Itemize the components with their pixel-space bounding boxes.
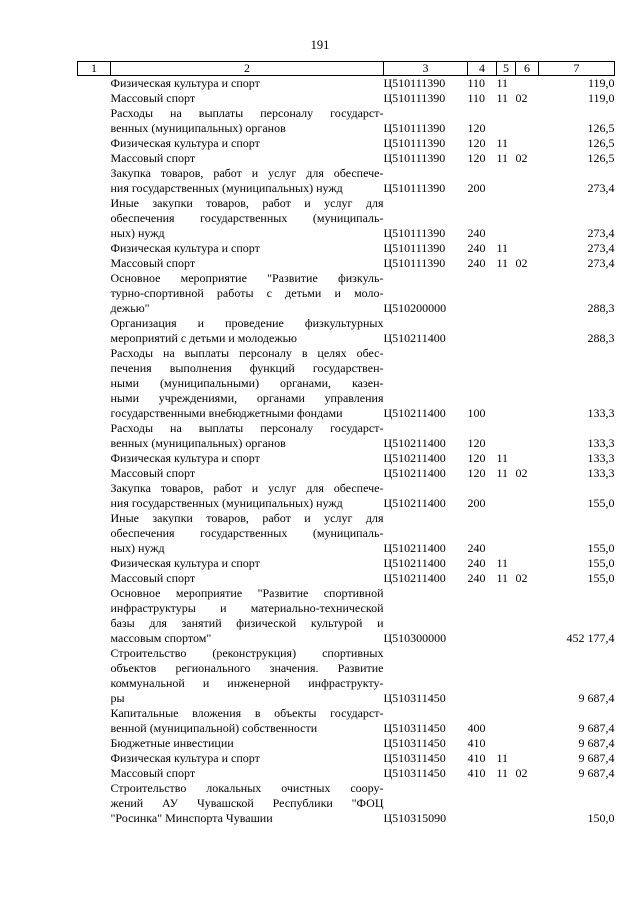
row-number-cell <box>78 106 111 136</box>
row-number-cell <box>78 751 111 766</box>
section-cell <box>497 166 516 196</box>
table-row <box>78 586 615 646</box>
column-header: 6 <box>516 62 539 76</box>
item-name-line: Расходы на выплаты персоналу государст- <box>110 106 384 120</box>
amount-cell: 273,4 <box>587 226 615 240</box>
target-article-cell: Ц510111390 <box>383 151 446 165</box>
subsection-cell: 02 <box>515 91 528 105</box>
target-article-cell: Ц510111390 <box>383 136 446 150</box>
table-row <box>78 571 615 586</box>
item-name-line: Иные закупки товаров, работ и услуг для <box>110 196 384 210</box>
item-name-line: турно-спортивной работы с детьми и моло- <box>110 286 384 300</box>
expense-type-cell <box>468 316 497 346</box>
subsection-cell <box>516 346 539 421</box>
item-name-line: коммунальной и инженерной инфраструкту- <box>110 676 384 690</box>
expense-type-cell <box>468 781 497 826</box>
subsection-cell: 02 <box>515 766 528 780</box>
section-cell <box>497 316 516 346</box>
section-cell: 11 <box>496 151 509 165</box>
subsection-cell <box>516 556 539 571</box>
row-number-cell <box>78 451 111 466</box>
target-article-cell: Ц510111390 <box>383 256 446 270</box>
item-name-line: Массовый спорт <box>110 256 196 270</box>
section-cell <box>497 586 516 646</box>
row-number-cell <box>78 511 111 556</box>
item-name-line: Физическая культура и спорт <box>110 556 260 570</box>
section-cell: 11 <box>496 256 509 270</box>
section-cell <box>497 271 516 316</box>
subsection-cell <box>516 586 539 646</box>
table-row <box>78 106 615 136</box>
row-number-cell <box>78 421 111 451</box>
item-name-cell <box>111 451 384 466</box>
table-row <box>78 451 615 466</box>
item-name-line: жений АУ Чувашской Республики "ФОЦ <box>110 796 384 810</box>
expense-type-cell: 410 <box>467 751 486 765</box>
target-article-cell: Ц510315090 <box>383 811 447 825</box>
target-article-cell: Ц510111390 <box>383 76 446 90</box>
target-article-cell: Ц510300000 <box>383 631 447 645</box>
item-name-cell <box>111 241 384 256</box>
table-row <box>78 76 615 92</box>
target-article-cell: Ц510311450 <box>383 721 446 735</box>
section-cell: 11 <box>496 241 509 255</box>
item-name-line: обеспечения государственных (муниципаль- <box>110 211 384 225</box>
target-article-cell: Ц510111390 <box>383 121 446 135</box>
amount-cell: 273,4 <box>587 256 615 270</box>
item-name-line: массовым спортом" <box>110 631 212 645</box>
subsection-cell: 02 <box>515 151 528 165</box>
expense-type-cell: 200 <box>467 496 486 510</box>
target-article-cell: Ц510211400 <box>383 451 446 465</box>
amount-cell: 452 177,4 <box>566 631 615 645</box>
item-name-line: ных) нужд <box>110 226 165 240</box>
amount-cell: 133,3 <box>587 406 615 420</box>
table-row <box>78 346 615 421</box>
item-name-cell <box>111 136 384 151</box>
target-article-cell: Ц510311450 <box>383 766 446 780</box>
item-name-cell <box>111 781 384 826</box>
item-name-line: Строительство локальных очистных соору- <box>110 781 384 795</box>
item-name-cell <box>111 466 384 481</box>
item-name-line: обеспечения государственных (муниципаль- <box>110 526 384 540</box>
row-number-cell <box>78 781 111 826</box>
row-number-cell <box>78 151 111 166</box>
amount-cell: 273,4 <box>587 181 615 195</box>
table-row <box>78 151 615 166</box>
item-name-line: Капитальные вложения в объекты государст- <box>110 706 384 720</box>
item-name-line: ния государственных (муниципальных) нужд <box>110 496 343 510</box>
table-row <box>78 196 615 241</box>
amount-cell: 155,0 <box>587 556 615 570</box>
target-article-cell: Ц510211400 <box>383 436 446 450</box>
subsection-cell <box>516 481 539 511</box>
expense-type-cell: 240 <box>467 571 486 585</box>
table-row <box>78 271 615 316</box>
amount-cell: 9 687,4 <box>578 751 615 765</box>
expense-type-cell: 120 <box>467 451 486 465</box>
section-cell: 11 <box>496 76 509 90</box>
subsection-cell <box>516 136 539 151</box>
section-cell: 11 <box>496 91 509 105</box>
target-article-cell: Ц510111390 <box>383 91 446 105</box>
amount-cell: 133,3 <box>587 451 615 465</box>
row-number-cell <box>78 571 111 586</box>
column-header: 7 <box>539 62 615 76</box>
item-name-line: Закупка товаров, работ и услуг для обеспече- <box>110 166 384 180</box>
expense-type-cell: 200 <box>467 181 486 195</box>
item-name-cell <box>111 271 384 316</box>
item-name-cell <box>111 646 384 706</box>
item-name-line: Основное мероприятие "Развитие физкуль- <box>110 271 384 285</box>
amount-cell: 126,5 <box>587 151 615 165</box>
target-article-cell: Ц510211400 <box>383 541 446 555</box>
row-number-cell <box>78 736 111 751</box>
target-article-cell: Ц510211400 <box>383 466 446 480</box>
table-row <box>78 316 615 346</box>
expense-type-cell <box>468 271 497 316</box>
target-article-cell: Ц510111390 <box>383 181 446 195</box>
item-name-line: ния государственных (муниципальных) нужд <box>110 181 343 195</box>
expense-type-cell: 240 <box>467 256 486 270</box>
section-cell <box>497 196 516 241</box>
section-cell: 11 <box>496 751 509 765</box>
row-number-cell <box>78 556 111 571</box>
expense-type-cell: 120 <box>467 466 486 480</box>
row-number-cell <box>78 136 111 151</box>
amount-cell: 9 687,4 <box>578 766 615 780</box>
table-row <box>78 136 615 151</box>
target-article-cell: Ц510211400 <box>383 556 446 570</box>
section-cell <box>497 706 516 736</box>
amount-cell: 155,0 <box>587 541 615 555</box>
item-name-cell <box>111 421 384 451</box>
section-cell <box>497 421 516 451</box>
table-row <box>78 766 615 781</box>
expense-type-cell: 110 <box>467 76 486 90</box>
item-name-cell <box>111 556 384 571</box>
amount-cell: 9 687,4 <box>578 691 615 705</box>
section-cell <box>497 736 516 751</box>
item-name-cell <box>111 91 384 106</box>
item-name-line: инфраструктуры и материально-технической <box>110 601 384 615</box>
expense-type-cell: 120 <box>467 151 486 165</box>
item-name-line: объектов регионального значения. Развитие <box>110 661 384 675</box>
subsection-cell <box>516 751 539 766</box>
item-name-cell <box>111 151 384 166</box>
table-header-row <box>78 62 615 76</box>
subsection-cell <box>516 316 539 346</box>
amount-cell: 119,0 <box>587 91 615 105</box>
table-row <box>78 781 615 826</box>
row-number-cell <box>78 646 111 706</box>
amount-cell: 288,3 <box>587 301 615 315</box>
section-cell: 11 <box>496 451 509 465</box>
expense-type-cell: 400 <box>467 721 486 735</box>
item-name-line: Физическая культура и спорт <box>110 76 260 90</box>
section-cell: 11 <box>496 556 509 570</box>
item-name-line: венных (муниципальных) органов <box>110 436 286 450</box>
budget-table <box>77 61 615 826</box>
item-name-line: Массовый спорт <box>110 466 196 480</box>
section-cell <box>497 511 516 556</box>
item-name-line: "Росинка" Минспорта Чувашии <box>110 811 273 825</box>
table-row <box>78 256 615 271</box>
item-name-cell <box>111 571 384 586</box>
item-name-cell <box>111 481 384 511</box>
column-header: 3 <box>384 62 468 76</box>
subsection-cell <box>516 781 539 826</box>
item-name-line: Организация и проведение физкультурных <box>110 316 384 330</box>
row-number-cell <box>78 466 111 481</box>
amount-cell: 119,0 <box>587 76 615 90</box>
item-name-line: мероприятий с детьми и молодежью <box>110 331 298 345</box>
item-name-line: Физическая культура и спорт <box>110 451 260 465</box>
target-article-cell: Ц510211400 <box>383 496 446 510</box>
subsection-cell <box>516 271 539 316</box>
amount-cell: 155,0 <box>587 496 615 510</box>
subsection-cell <box>516 706 539 736</box>
table-row <box>78 91 615 106</box>
item-name-cell <box>111 751 384 766</box>
table-row <box>78 241 615 256</box>
item-name-cell <box>111 76 384 92</box>
row-number-cell <box>78 196 111 241</box>
amount-cell: 9 687,4 <box>578 721 615 735</box>
expense-type-cell <box>468 646 497 706</box>
item-name-cell <box>111 586 384 646</box>
item-name-line: Закупка товаров, работ и услуг для обеспече- <box>110 481 384 495</box>
table-row <box>78 556 615 571</box>
amount-cell: 273,4 <box>587 241 615 255</box>
expense-type-cell: 240 <box>467 541 486 555</box>
row-number-cell <box>78 316 111 346</box>
item-name-line: государственными внебюджетными фондами <box>110 406 343 420</box>
table-row <box>78 166 615 196</box>
item-name-line: ными (муниципальными) органами, казен- <box>110 376 384 390</box>
subsection-cell <box>516 196 539 241</box>
target-article-cell: Ц510211400 <box>383 571 446 585</box>
section-cell <box>497 346 516 421</box>
table-row <box>78 736 615 751</box>
table-row <box>78 706 615 736</box>
amount-cell: 288,3 <box>587 331 615 345</box>
item-name-cell <box>111 706 384 736</box>
subsection-cell <box>516 646 539 706</box>
item-name-line: Расходы на выплаты персоналу в целях обес- <box>110 346 384 360</box>
column-header: 1 <box>78 62 111 76</box>
row-number-cell <box>78 346 111 421</box>
section-cell: 11 <box>496 766 509 780</box>
item-name-line: венной (муниципальной) собственности <box>110 721 318 735</box>
subsection-cell: 02 <box>515 256 528 270</box>
item-name-line: Бюджетные инвестиции <box>110 736 234 750</box>
target-article-cell: Ц510111390 <box>383 226 446 240</box>
section-cell <box>497 481 516 511</box>
item-name-line: Массовый спорт <box>110 91 196 105</box>
item-name-cell <box>111 166 384 196</box>
column-header: 2 <box>111 62 384 76</box>
item-name-line: Массовый спорт <box>110 571 196 585</box>
item-name-cell <box>111 106 384 136</box>
item-name-line: ных) нужд <box>110 541 165 555</box>
column-header: 5 <box>497 62 516 76</box>
expense-type-cell: 110 <box>467 91 486 105</box>
page-number: 191 <box>310 38 330 52</box>
expense-type-cell: 120 <box>467 436 486 450</box>
section-cell: 11 <box>496 466 509 480</box>
subsection-cell: 02 <box>515 571 528 585</box>
amount-cell: 150,0 <box>587 811 615 825</box>
expense-type-cell: 100 <box>467 406 486 420</box>
row-number-cell <box>78 166 111 196</box>
item-name-cell <box>111 511 384 556</box>
section-cell <box>497 646 516 706</box>
subsection-cell <box>516 241 539 256</box>
subsection-cell <box>516 511 539 556</box>
section-cell <box>497 781 516 826</box>
row-number-cell <box>78 706 111 736</box>
row-number-cell <box>78 91 111 106</box>
table-row <box>78 751 615 766</box>
subsection-cell <box>516 451 539 466</box>
item-name-line: венных (муниципальных) органов <box>110 121 286 135</box>
table-row <box>78 646 615 706</box>
amount-cell: 126,5 <box>587 136 615 150</box>
item-name-line: базы для занятий физической культурой и <box>110 616 384 630</box>
target-article-cell: Ц510211400 <box>383 331 446 345</box>
item-name-cell <box>111 346 384 421</box>
item-name-line: Иные закупки товаров, работ и услуг для <box>110 511 384 525</box>
target-article-cell: Ц510111390 <box>383 241 446 255</box>
row-number-cell <box>78 586 111 646</box>
target-article-cell: Ц510200000 <box>383 301 447 315</box>
row-number-cell <box>78 766 111 781</box>
subsection-cell <box>516 76 539 92</box>
row-number-cell <box>78 271 111 316</box>
item-name-line: Массовый спорт <box>110 766 196 780</box>
section-cell: 11 <box>496 571 509 585</box>
table-row <box>78 511 615 556</box>
expense-type-cell: 240 <box>467 556 486 570</box>
expense-type-cell <box>468 586 497 646</box>
item-name-cell <box>111 766 384 781</box>
target-article-cell: Ц510311450 <box>383 736 446 750</box>
item-name-cell <box>111 256 384 271</box>
item-name-line: Физическая культура и спорт <box>110 136 260 150</box>
target-article-cell: Ц510311450 <box>383 691 446 705</box>
item-name-line: Расходы на выплаты персоналу государст- <box>110 421 384 435</box>
expense-type-cell: 410 <box>467 736 486 750</box>
expense-type-cell: 120 <box>467 121 486 135</box>
table-row <box>78 421 615 451</box>
item-name-line: ными учреждениями, органами управления <box>110 391 384 405</box>
subsection-cell <box>516 166 539 196</box>
item-name-line: Массовый спорт <box>110 151 196 165</box>
row-number-cell <box>78 76 111 92</box>
subsection-cell: 02 <box>515 466 528 480</box>
expense-type-cell: 410 <box>467 766 486 780</box>
item-name-cell <box>111 316 384 346</box>
item-name-line: Строительство (реконструкция) спортивных <box>110 646 384 660</box>
table-body <box>78 76 615 827</box>
subsection-cell <box>516 106 539 136</box>
subsection-cell <box>516 421 539 451</box>
table-row <box>78 466 615 481</box>
amount-cell: 9 687,4 <box>578 736 615 750</box>
item-name-line: печения выполнения функций государствен- <box>110 361 384 375</box>
column-header: 4 <box>468 62 497 76</box>
amount-cell: 133,3 <box>587 466 615 480</box>
row-number-cell <box>78 481 111 511</box>
subsection-cell <box>516 736 539 751</box>
row-number-cell <box>78 241 111 256</box>
item-name-cell <box>111 196 384 241</box>
table-row <box>78 481 615 511</box>
item-name-line: Физическая культура и спорт <box>110 751 260 765</box>
expense-type-cell: 240 <box>467 241 486 255</box>
target-article-cell: Ц510211400 <box>383 406 446 420</box>
item-name-line: Основное мероприятие "Развитие спортивной <box>110 586 384 600</box>
amount-cell: 155,0 <box>587 571 615 585</box>
section-cell <box>497 106 516 136</box>
expense-type-cell: 240 <box>467 226 486 240</box>
row-number-cell <box>78 256 111 271</box>
amount-cell: 126,5 <box>587 121 615 135</box>
item-name-line: ры <box>110 691 125 705</box>
item-name-line: дежью" <box>110 301 150 315</box>
item-name-cell <box>111 736 384 751</box>
amount-cell: 133,3 <box>587 436 615 450</box>
target-article-cell: Ц510311450 <box>383 751 446 765</box>
item-name-line: Физическая культура и спорт <box>110 241 260 255</box>
expense-type-cell: 120 <box>467 136 486 150</box>
section-cell: 11 <box>496 136 509 150</box>
